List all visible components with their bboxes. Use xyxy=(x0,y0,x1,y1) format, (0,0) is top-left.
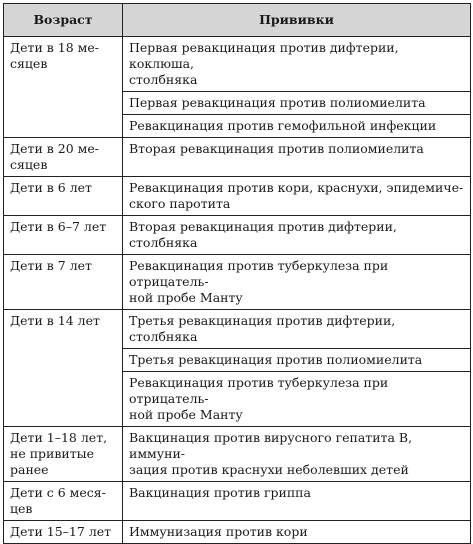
table-row xyxy=(4,427,471,482)
vaccination-cell xyxy=(123,427,471,482)
table-row xyxy=(4,255,471,310)
vaccination-text: Третья ревакцинация против полиомиелита xyxy=(129,352,423,367)
age-label: Дети 15–17 лет xyxy=(10,524,112,539)
age-cell xyxy=(4,177,123,216)
vaccination-text: Ревакцинация против туберкулеза при отрицатель- ной пробе Манту xyxy=(129,375,389,422)
age-cell xyxy=(4,310,123,427)
vaccination-text: Третья ревакцинация против дифтерии, столбняка xyxy=(129,313,396,344)
age-label: Дети в 7 лет xyxy=(10,258,92,273)
vaccination-cell xyxy=(123,177,471,216)
vaccination-text: Ревакцинация против кори, краснухи, эпидемиче- ского паротита xyxy=(129,180,464,211)
vaccination-cell xyxy=(123,37,471,92)
table-header xyxy=(4,4,471,37)
header-row xyxy=(4,4,471,37)
age-cell xyxy=(4,138,123,177)
table-row xyxy=(4,216,471,255)
vaccination-schedule-table xyxy=(3,3,471,544)
vaccination-text: Первая ревакцинация против дифтерии, коклюша, столбняка xyxy=(129,40,399,87)
vaccination-text: Вакцинация против вирусного гепатита В, иммуни- зация против краснухи неболевших детей xyxy=(129,430,413,477)
header-vaccinations: Прививки xyxy=(123,4,471,37)
vaccination-text: Первая ревакцинация против полиомиелита xyxy=(129,95,426,110)
vaccination-text: Вторая ревакцинация против полиомиелита xyxy=(129,141,424,156)
table-row xyxy=(4,177,471,216)
vaccination-cell xyxy=(123,310,471,349)
table-body xyxy=(4,37,471,544)
table-row xyxy=(4,521,471,544)
vaccination-cell xyxy=(123,521,471,544)
header-age: Возраст xyxy=(4,4,123,37)
vaccination-cell xyxy=(123,138,471,177)
vaccination-text: Вторая ревакцинация против дифтерии, столбняка xyxy=(129,219,397,250)
vaccination-text: Ревакцинация против гемофильной инфекции xyxy=(129,118,437,133)
age-label: Дети в 18 ме- сяцев xyxy=(10,40,100,71)
age-cell xyxy=(4,521,123,544)
age-cell xyxy=(4,255,123,310)
age-cell xyxy=(4,216,123,255)
vaccination-cell xyxy=(123,255,471,310)
age-label: Дети 1–18 лет, не привитые ранее xyxy=(10,430,108,477)
vaccination-text: Вакцинация против гриппа xyxy=(129,485,311,500)
vaccination-text: Ревакцинация против туберкулеза при отрицатель- ной пробе Манту xyxy=(129,258,389,305)
age-cell xyxy=(4,427,123,482)
vaccination-cell xyxy=(123,372,471,427)
vaccination-text: Иммунизация против кори xyxy=(129,524,308,539)
age-cell xyxy=(4,37,123,138)
table-row xyxy=(4,37,471,92)
age-label: Дети в 14 лет xyxy=(10,313,100,328)
age-label: Дети с 6 меся- цев xyxy=(10,485,106,516)
vaccination-cell xyxy=(123,349,471,372)
table-row xyxy=(4,310,471,349)
table-row xyxy=(4,138,471,177)
age-label: Дети в 20 ме- сяцев xyxy=(10,141,100,172)
vaccination-cell xyxy=(123,115,471,138)
age-label: Дети в 6–7 лет xyxy=(10,219,107,234)
vaccination-cell xyxy=(123,92,471,115)
age-label: Дети в 6 лет xyxy=(10,180,92,195)
vaccination-cell xyxy=(123,216,471,255)
